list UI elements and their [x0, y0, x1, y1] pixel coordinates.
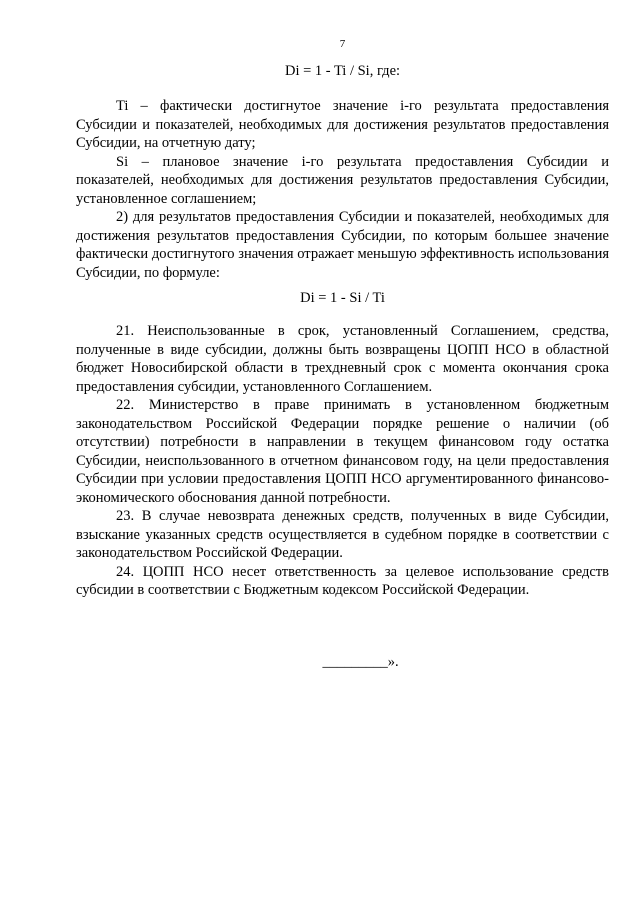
- paragraph-ti-definition: Ti – фактически достигнутое значение i-го результата предоставления Субсидии и показателей, необходимых для достижения результатов предоставления Субсидии, на отчетную дату;: [76, 98, 609, 151]
- paragraph-block-2: [76, 322, 609, 600]
- paragraph-si-definition: Si – плановое значение i-го результата предоставления Субсидии и показателей, необходимых для достижения результатов предоставления Субсидии, установленное соглашением;: [76, 153, 609, 207]
- paragraph-block-1: [76, 97, 609, 282]
- paragraph-23: 23. В случае невозврата денежных средств, полученных в виде Субсидии, взыскание указанных средств осуществляется в судебном порядке в соответствии с законодательством Российской Федерации.: [76, 508, 609, 561]
- paragraph-item-2: 2) для результатов предоставления Субсидии и показателей, необходимых для достижения результатов предоставления Субсидии, по которым большее значение фактически достигнутого значения отражает меньшую эффективность использования Субсидии, по формуле:: [76, 209, 609, 281]
- paragraph-24: 24. ЦОПП НСО несет ответственность за целевое использование средств субсидии в соответствии с Бюджетным кодексом Российской Федерации.: [76, 563, 609, 598]
- paragraph-22: 22. Министерство в праве принимать в установленном бюджетным законодательством Российской Федерации порядке решение о наличии (об отсутствии) потребности в направлении в текущем финансовом году остатка Субсидии, неиспользованного в отчетном финансовом году, на цели предоставления Субсидии при условии предоставления ЦОПП НСО аргументированного финансово-экономического обоснования данной потребности.: [76, 397, 609, 506]
- paragraph-21: 21. Неиспользованные в срок, установленный Соглашением, средства, полученные в виде субсидии, должны быть возвращены ЦОПП НСО в областной бюджет Новосибирской области в трехдневный срок с момента окончания срока предоставления субсидии, установленного Соглашением.: [76, 323, 609, 395]
- closing-mark: _________».: [322, 654, 399, 670]
- formula-di-second: Di = 1 - Si / Ti: [300, 290, 385, 306]
- formula-di-first: Di = 1 - Ti / Si, где:: [284, 63, 401, 79]
- page-number: 7: [339, 38, 346, 50]
